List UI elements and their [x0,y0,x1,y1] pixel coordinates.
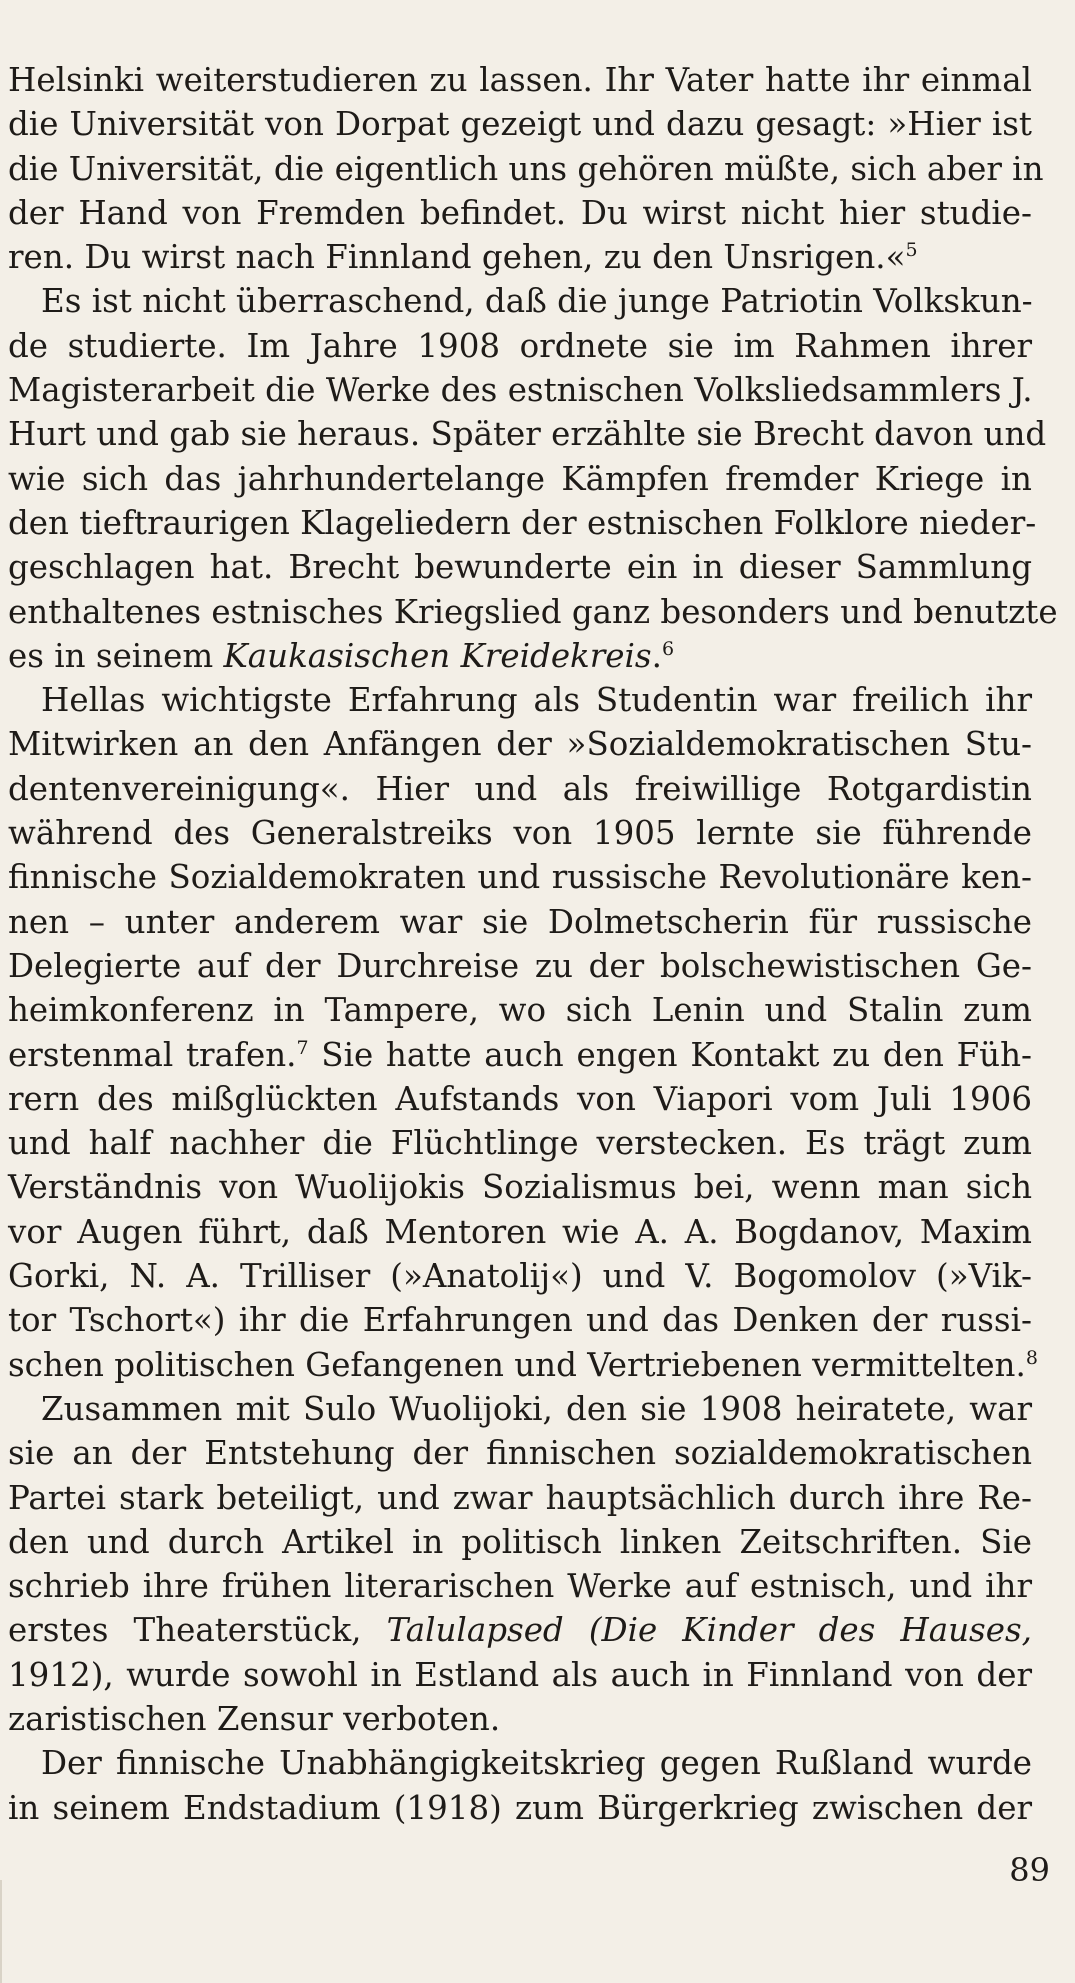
text-line [8,678,1032,722]
text-line [8,1476,1032,1520]
text-line [8,811,1032,855]
text-line [8,1564,1032,1608]
line-text: finnische Sozialdemokraten und russische Revolutionäre ken- [8,858,1032,897]
line-text: Gorki, N. A. Trilliser (»Anatolij«) und V. Bogomolov (»Vik- [8,1257,1032,1296]
line-text-after: Sie hatte auch engen Kontakt zu den Füh- [308,1035,1032,1074]
line-text: Es ist nicht überraschend, daß die junge Patriotin Volkskun- [41,282,1033,321]
line-text: Der finnische Unabhängigkeitskrieg gegen Rußland wurde [41,1744,1032,1783]
text-line [8,1298,1032,1342]
line-text: nen – unter anderem war sie Dolmetscherin für russische [8,902,1032,941]
text-line [8,900,1032,944]
line-text: dentenvereinigung«. Hier und als freiwillige Rotgardistin [8,769,1032,808]
text-line [8,1387,1032,1431]
line-text: ren. Du wirst nach Finnland gehen, zu den Unsrigen.« [8,238,906,277]
body-text [8,58,1058,1830]
page-number: 89 [1009,1851,1050,1889]
text-line [8,1653,1032,1697]
text-line [8,1697,1032,1741]
line-text: Magisterarbeit die Werke des estnischen Volksliedsammlers J. [8,371,1033,410]
line-text: heimkonferenz in Tampere, wo sich Lenin und Stalin zum [8,991,1032,1030]
italic-title: Talulapsed (Die Kinder des Hauses, [386,1611,1032,1650]
footnote-marker: 8 [1025,1346,1038,1369]
text-line [8,1741,1032,1785]
line-text: geschlagen hat. Brecht bewunderte ein in dieser Sammlung [8,548,1032,587]
line-text: vor Augen führt, daß Mentoren wie A. A. Bogdanov, Maxim [8,1212,1032,1251]
line-text: tor Tschort«) ihr die Erfahrungen und das Denken der russi- [8,1301,1032,1340]
line-text: den tieftraurigen Klageliedern der estnischen Folklore nieder- [8,503,1037,542]
line-text: Partei stark beteiligt, und zwar hauptsächlich durch ihre Re- [8,1478,1032,1517]
text-line [8,191,1032,235]
text-line [8,767,1032,811]
text-line [8,855,1032,899]
line-text: Verständnis von Wuolijokis Sozialismus bei, wenn man sich [8,1168,1032,1207]
line-text: in seinem Endstadium (1918) zum Bürgerkrieg zwischen der [8,1788,1032,1827]
text-line [8,1343,1038,1387]
text-line [8,1165,1032,1209]
line-text: Mitwirken an den Anfängen der »Sozialdemokratischen Stu- [8,725,1032,764]
line-text: zaristischen Zensur verboten. [8,1699,501,1738]
line-text: wie sich das jahrhundertelange Kämpfen fremder Kriege in [8,459,1032,498]
italic-title: Kaukasischen Kreidekreis [223,636,652,675]
page-edge-shadow [0,1880,2,1983]
line-text: Zusammen mit Sulo Wuolijoki, den sie 1908 heiratete, war [41,1389,1032,1428]
line-text: die Universität, die eigentlich uns gehören müßte, sich aber in [8,149,1044,188]
footnote-marker: 5 [905,239,918,262]
text-line [8,1520,1032,1564]
line-text: Helsinki weiterstudieren zu lassen. Ihr Vater hatte ihr einmal [8,61,1032,99]
line-text: 1912), wurde sowohl in Estland als auch in Finnland von der [8,1655,1032,1694]
line-text: den und durch Artikel in politisch linken Zeitschriften. Sie [8,1522,1032,1561]
text-line [8,634,1032,678]
text-line [8,1786,1032,1830]
footnote-marker: 7 [296,1036,309,1059]
line-text: Hellas wichtigste Erfahrung als Studentin war freilich ihr [41,681,1032,720]
line-text: schrieb ihre frühen literarischen Werke auf estnisch, und ihr [8,1567,1032,1606]
line-text-after: . [651,636,662,675]
text-line [8,102,1032,146]
text-line [8,590,1058,634]
text-line [8,457,1032,501]
line-text: während des Generalstreiks von 1905 lernte sie führende [8,814,1032,853]
line-text: die Universität von Dorpat gezeigt und dazu gesagt: »Hier ist [8,105,1032,144]
text-line [8,545,1032,589]
text-line [8,147,1044,191]
line-text: erstenmal trafen. [8,1035,297,1074]
text-line [8,1608,1032,1652]
text-line [8,1121,1032,1165]
line-text: Delegierte auf der Durchreise zu der bolschewistischen Ge- [8,946,1032,985]
text-line [8,1431,1032,1475]
line-text: es in seinem [8,636,224,675]
text-line [8,279,1032,323]
line-text: schen politischen Gefangenen und Vertriebenen vermittelten. [8,1345,1026,1384]
line-text: sie an der Entstehung der finnischen sozialdemokratischen [8,1434,1032,1473]
text-line [8,324,1032,368]
line-text: rern des mißglückten Aufstands von Viapori vom Juli 1906 [8,1079,1032,1118]
text-line [8,412,1047,456]
line-text: und half nachher die Flüchtlinge verstecken. Es trägt zum [8,1124,1032,1163]
text-line [8,944,1032,988]
footnote-marker: 6 [661,638,675,661]
text-line [8,501,1037,545]
text-line [8,235,1032,279]
line-text: erstes Theaterstück, [8,1611,387,1650]
text-line [8,1210,1032,1254]
text-line [8,58,1032,102]
line-text: der Hand von Fremden befindet. Du wirst nicht hier studie- [8,193,1032,232]
line-text: de studierte. Im Jahre 1908 ordnete sie im Rahmen ihrer [8,326,1032,365]
text-line [8,368,1032,412]
text-line [8,722,1032,766]
text-line [8,1254,1032,1298]
text-line [8,1033,1032,1077]
text-line [8,988,1032,1032]
text-line [8,1077,1032,1121]
line-text: Hurt und gab sie heraus. Später erzählte sie Brecht davon und [8,415,1047,454]
line-text: enthaltenes estnisches Kriegslied ganz besonders und benutzte [8,592,1058,631]
